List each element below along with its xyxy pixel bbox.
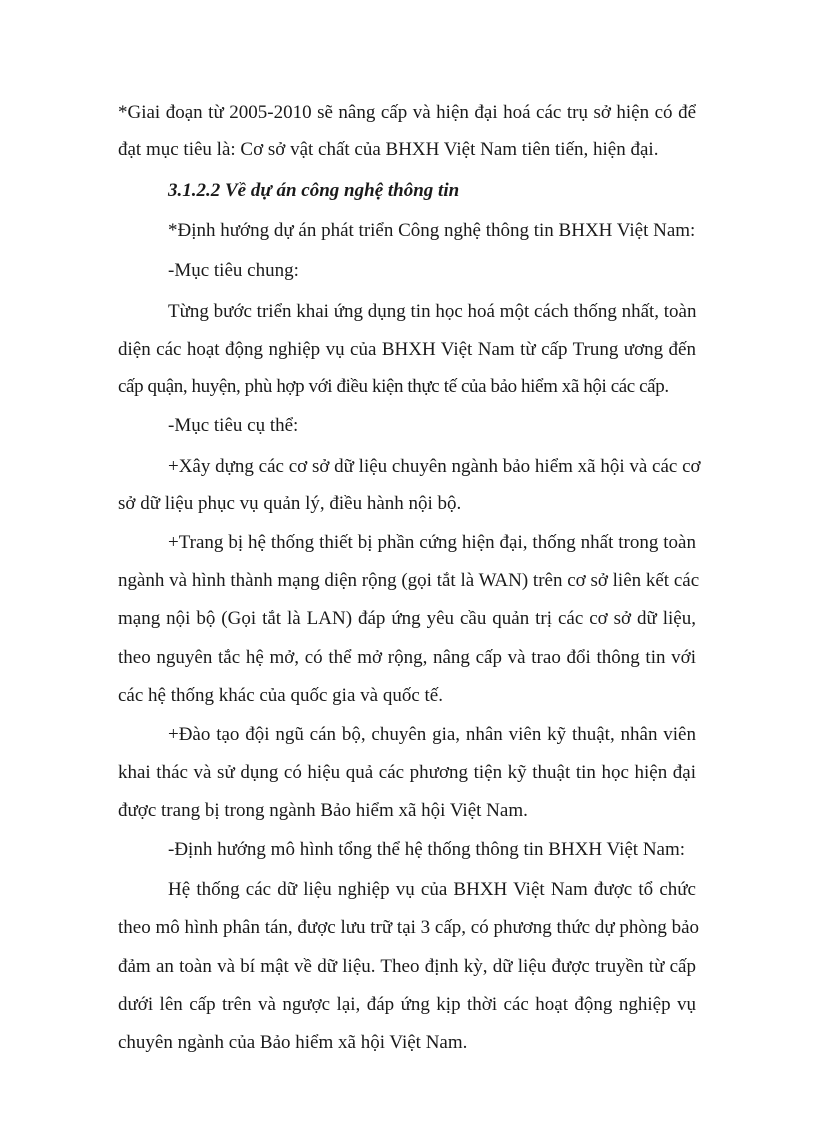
text-line: khai thác và sử dụng có hiệu quả các phương tiện kỹ thuật tin học hiện đại <box>118 762 696 783</box>
text-line: cấp quận, huyện, phù hợp với điều kiện thực tế của bảo hiểm xã hội các cấp. <box>118 376 669 397</box>
text-line: đạt mục tiêu là: Cơ sở vật chất của BHXH Việt Nam tiên tiến, hiện đại. <box>118 139 659 160</box>
text-line: +Đào tạo đội ngũ cán bộ, chuyên gia, nhân viên kỹ thuật, nhân viên <box>168 724 696 745</box>
text-line: *Giai đoạn từ 2005-2010 sẽ nâng cấp và hiện đại hoá các trụ sở hiện có để <box>118 102 696 123</box>
text-line: theo mô hình phân tán, được lưu trữ tại 3 cấp, có phương thức dự phòng bảo <box>118 917 700 938</box>
text-line: theo nguyên tắc hệ mở, có thể mở rộng, nâng cấp và trao đổi thông tin với <box>118 647 696 668</box>
text-line: +Xây dựng các cơ sở dữ liệu chuyên ngành bảo hiểm xã hội và các cơ <box>168 456 701 477</box>
text-line: diện các hoạt động nghiệp vụ của BHXH Việt Nam từ cấp Trung ương đến <box>118 339 696 360</box>
text-line: sở dữ liệu phục vụ quản lý, điều hành nội bộ. <box>118 493 462 514</box>
text-line: được trang bị trong ngành Bảo hiểm xã hội Việt Nam. <box>118 800 528 821</box>
text-line: mạng nội bộ (Gọi tắt là LAN) đáp ứng yêu cầu quản trị các cơ sở dữ liệu, <box>118 608 696 629</box>
text-line: các hệ thống khác của quốc gia và quốc tế. <box>118 685 443 706</box>
text-line: *Định hướng dự án phát triển Công nghệ thông tin BHXH Việt Nam: <box>168 220 696 241</box>
text-line: Từng bước triển khai ứng dụng tin học hoá một cách thống nhất, toàn <box>168 301 697 322</box>
text-line: -Mục tiêu cụ thể: <box>168 415 299 436</box>
text-line: ngành và hình thành mạng diện rộng (gọi tắt là WAN) trên cơ sở liên kết các <box>118 570 700 591</box>
text-line: dưới lên cấp trên và ngược lại, đáp ứng kịp thời các hoạt động nghiệp vụ <box>118 994 696 1015</box>
text-line: đảm an toàn và bí mật về dữ liệu. Theo định kỳ, dữ liệu được truyền từ cấp <box>118 956 696 977</box>
text-line: -Định hướng mô hình tổng thể hệ thống thông tin BHXH Việt Nam: <box>168 839 686 860</box>
section-heading: 3.1.2.2 Về dự án công nghệ thông tin <box>168 180 460 201</box>
text-line: +Trang bị hệ thống thiết bị phần cứng hiện đại, thống nhất trong toàn <box>168 532 696 553</box>
text-line: Hệ thống các dữ liệu nghiệp vụ của BHXH Việt Nam được tổ chức <box>168 879 696 900</box>
text-line: chuyên ngành của Bảo hiểm xã hội Việt Nam. <box>118 1032 468 1053</box>
text-line: -Mục tiêu chung: <box>168 260 299 281</box>
